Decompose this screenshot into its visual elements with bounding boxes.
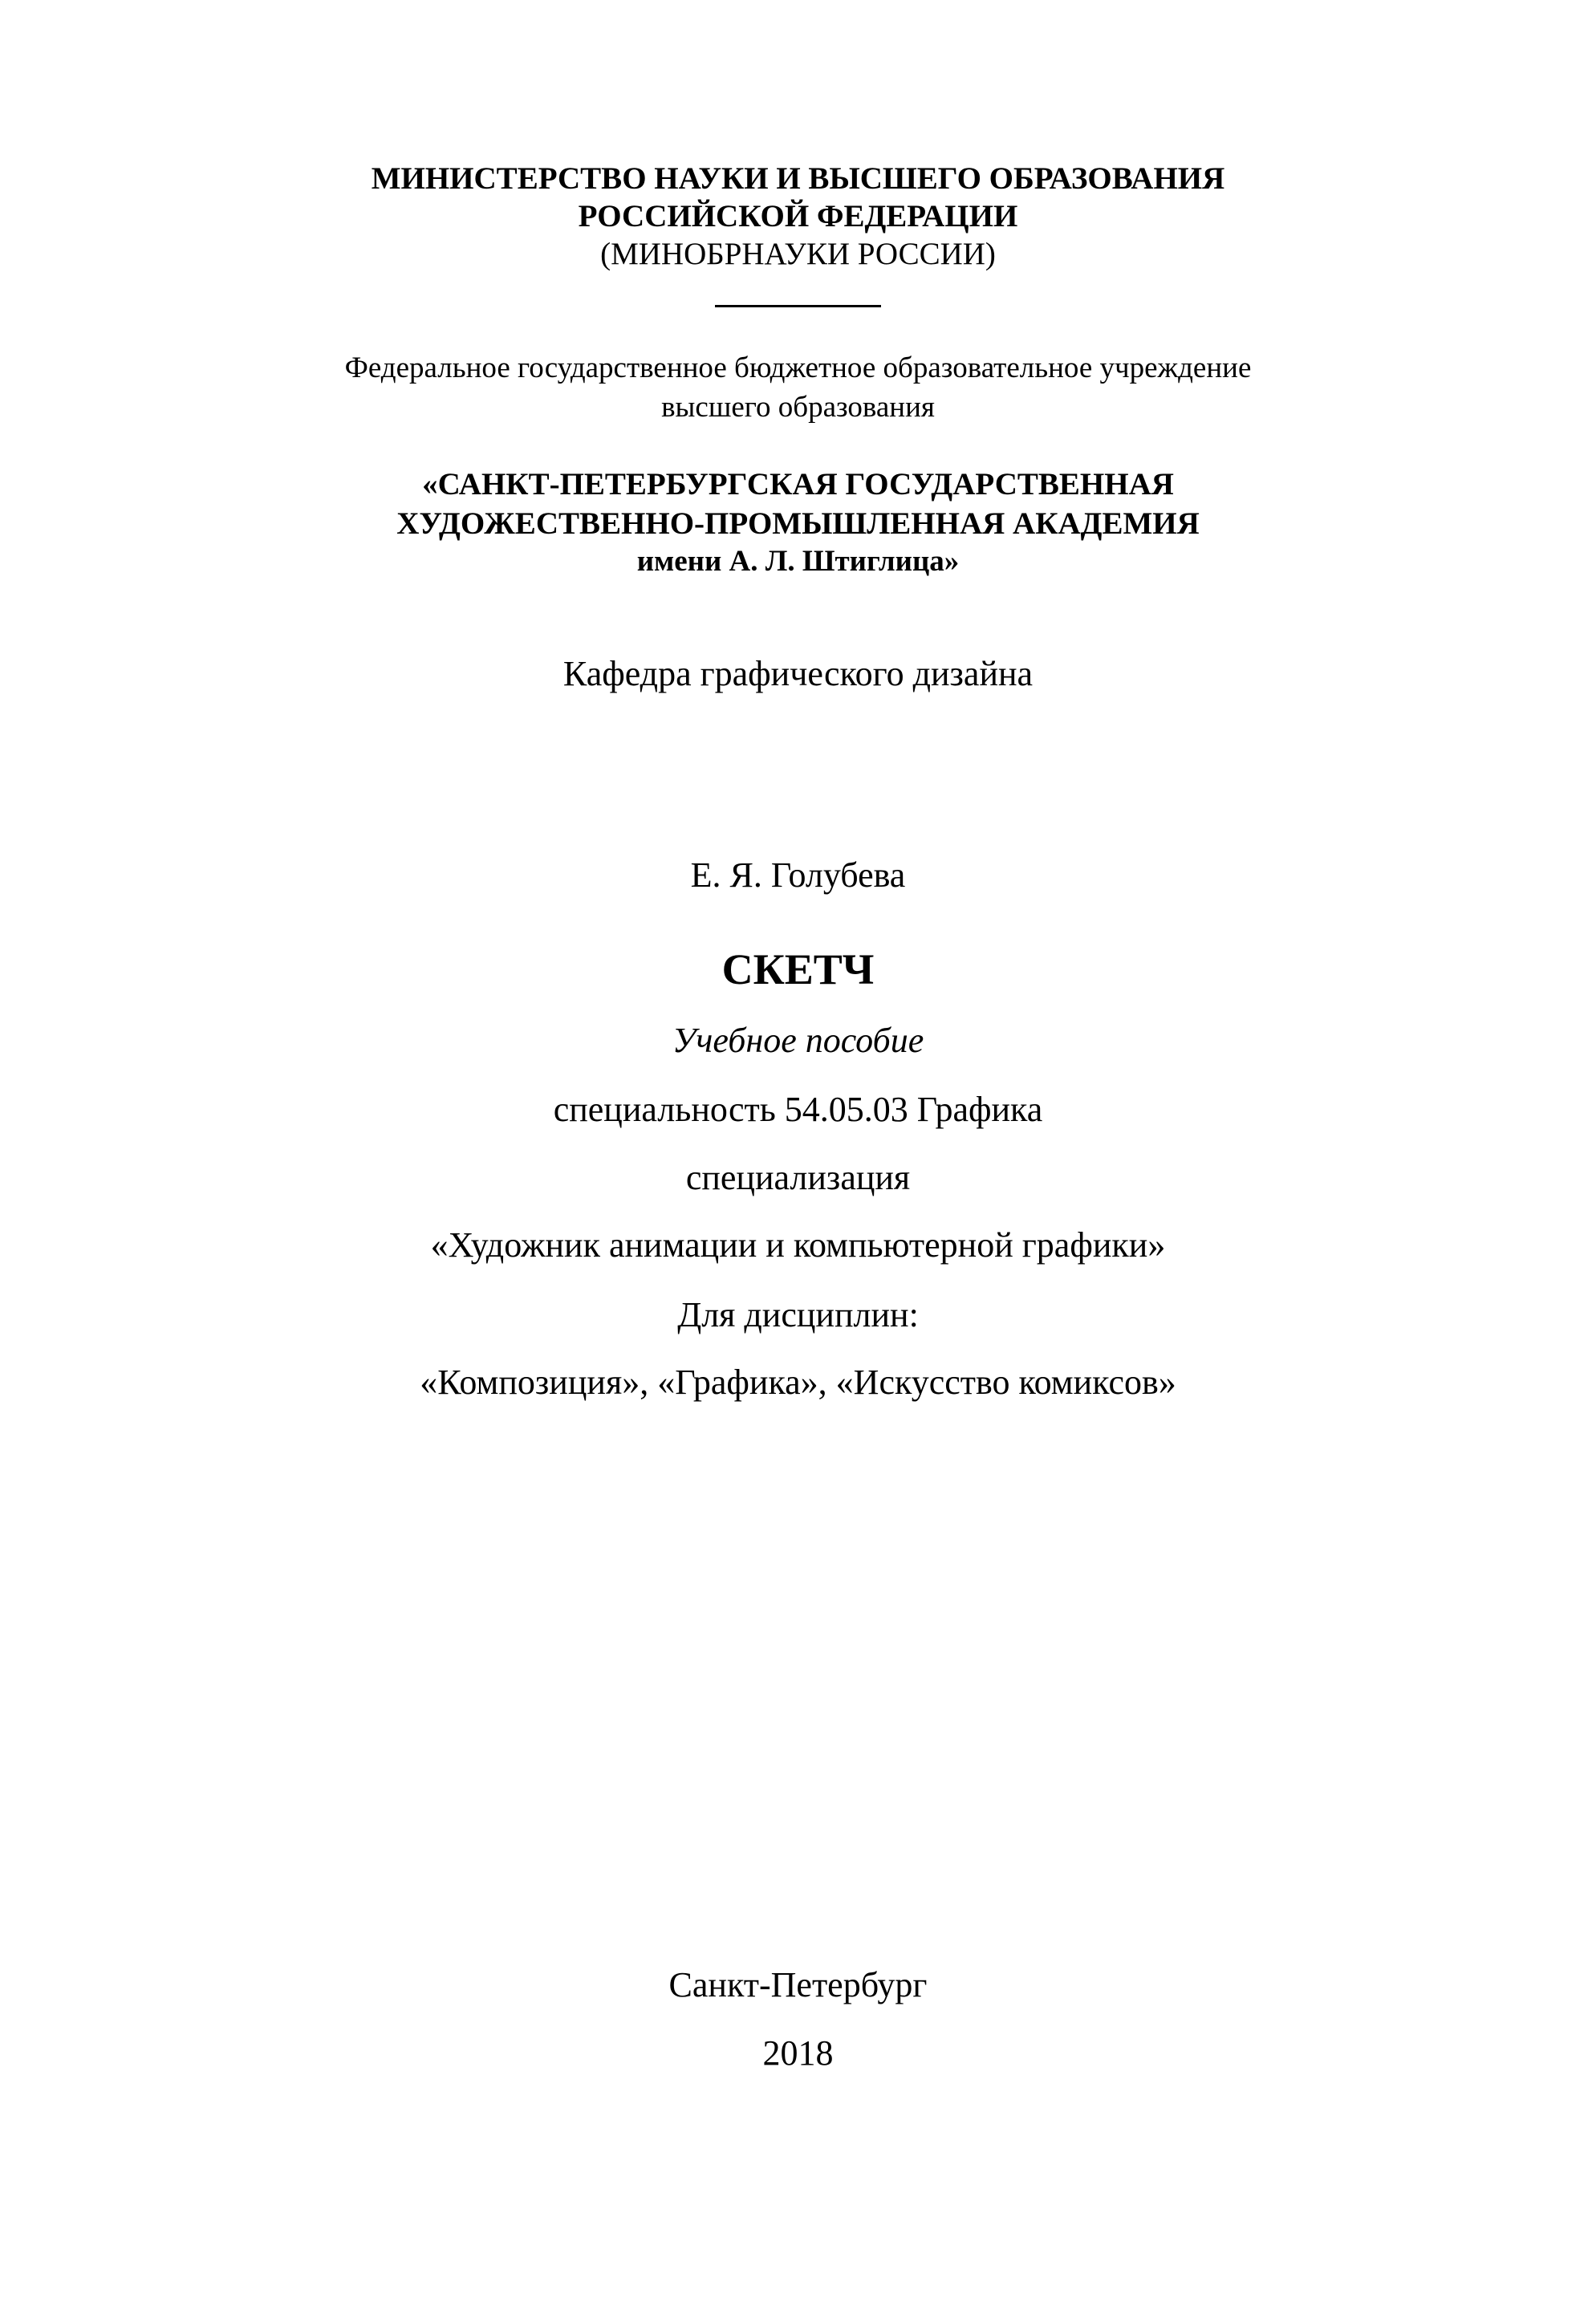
disciplines-list: «Композиция», «Графика», «Искусство комиксов»	[420, 1363, 1176, 1402]
document-title: СКЕТЧ	[721, 945, 875, 993]
institution-name-line-1: «САНКТ-ПЕТЕРБУРГСКАЯ ГОСУДАРСТВЕННАЯ	[422, 467, 1174, 502]
institution-type-line-2: высшего образования	[661, 391, 935, 424]
ministry-name-line-2: РОССИЙСКОЙ ФЕДЕРАЦИИ	[578, 199, 1018, 234]
specialization-name: «Художник анимации и компьютерной графики»	[430, 1225, 1166, 1265]
institution-name-line-3: имени А. Л. Штиглица»	[636, 545, 960, 578]
document-subtitle: Учебное пособие	[672, 1021, 924, 1060]
specialty-line: специальность 54.05.03 Графика	[553, 1090, 1043, 1129]
publication-year: 2018	[762, 2033, 834, 2073]
institution-name-line-2: ХУДОЖЕСТВЕННО-ПРОМЫШЛЕННАЯ АКАДЕМИЯ	[396, 506, 1200, 541]
publication-city: Санкт-Петербург	[668, 1965, 928, 2004]
institution-type-line-1: Федеральное государственное бюджетное образовательное учреждение	[344, 351, 1252, 384]
header-divider	[715, 305, 881, 307]
specialization-label: специализация	[685, 1158, 911, 1197]
ministry-name-line-1: МИНИСТЕРСТВО НАУКИ И ВЫСШЕГО ОБРАЗОВАНИЯ	[371, 161, 1225, 196]
department-name: Кафедра графического дизайна	[562, 654, 1034, 693]
ministry-short-name: (МИНОБРНАУКИ РОССИИ)	[600, 237, 996, 271]
author-name: Е. Я. Голубева	[690, 855, 906, 895]
disciplines-label: Для дисциплин:	[677, 1295, 919, 1334]
